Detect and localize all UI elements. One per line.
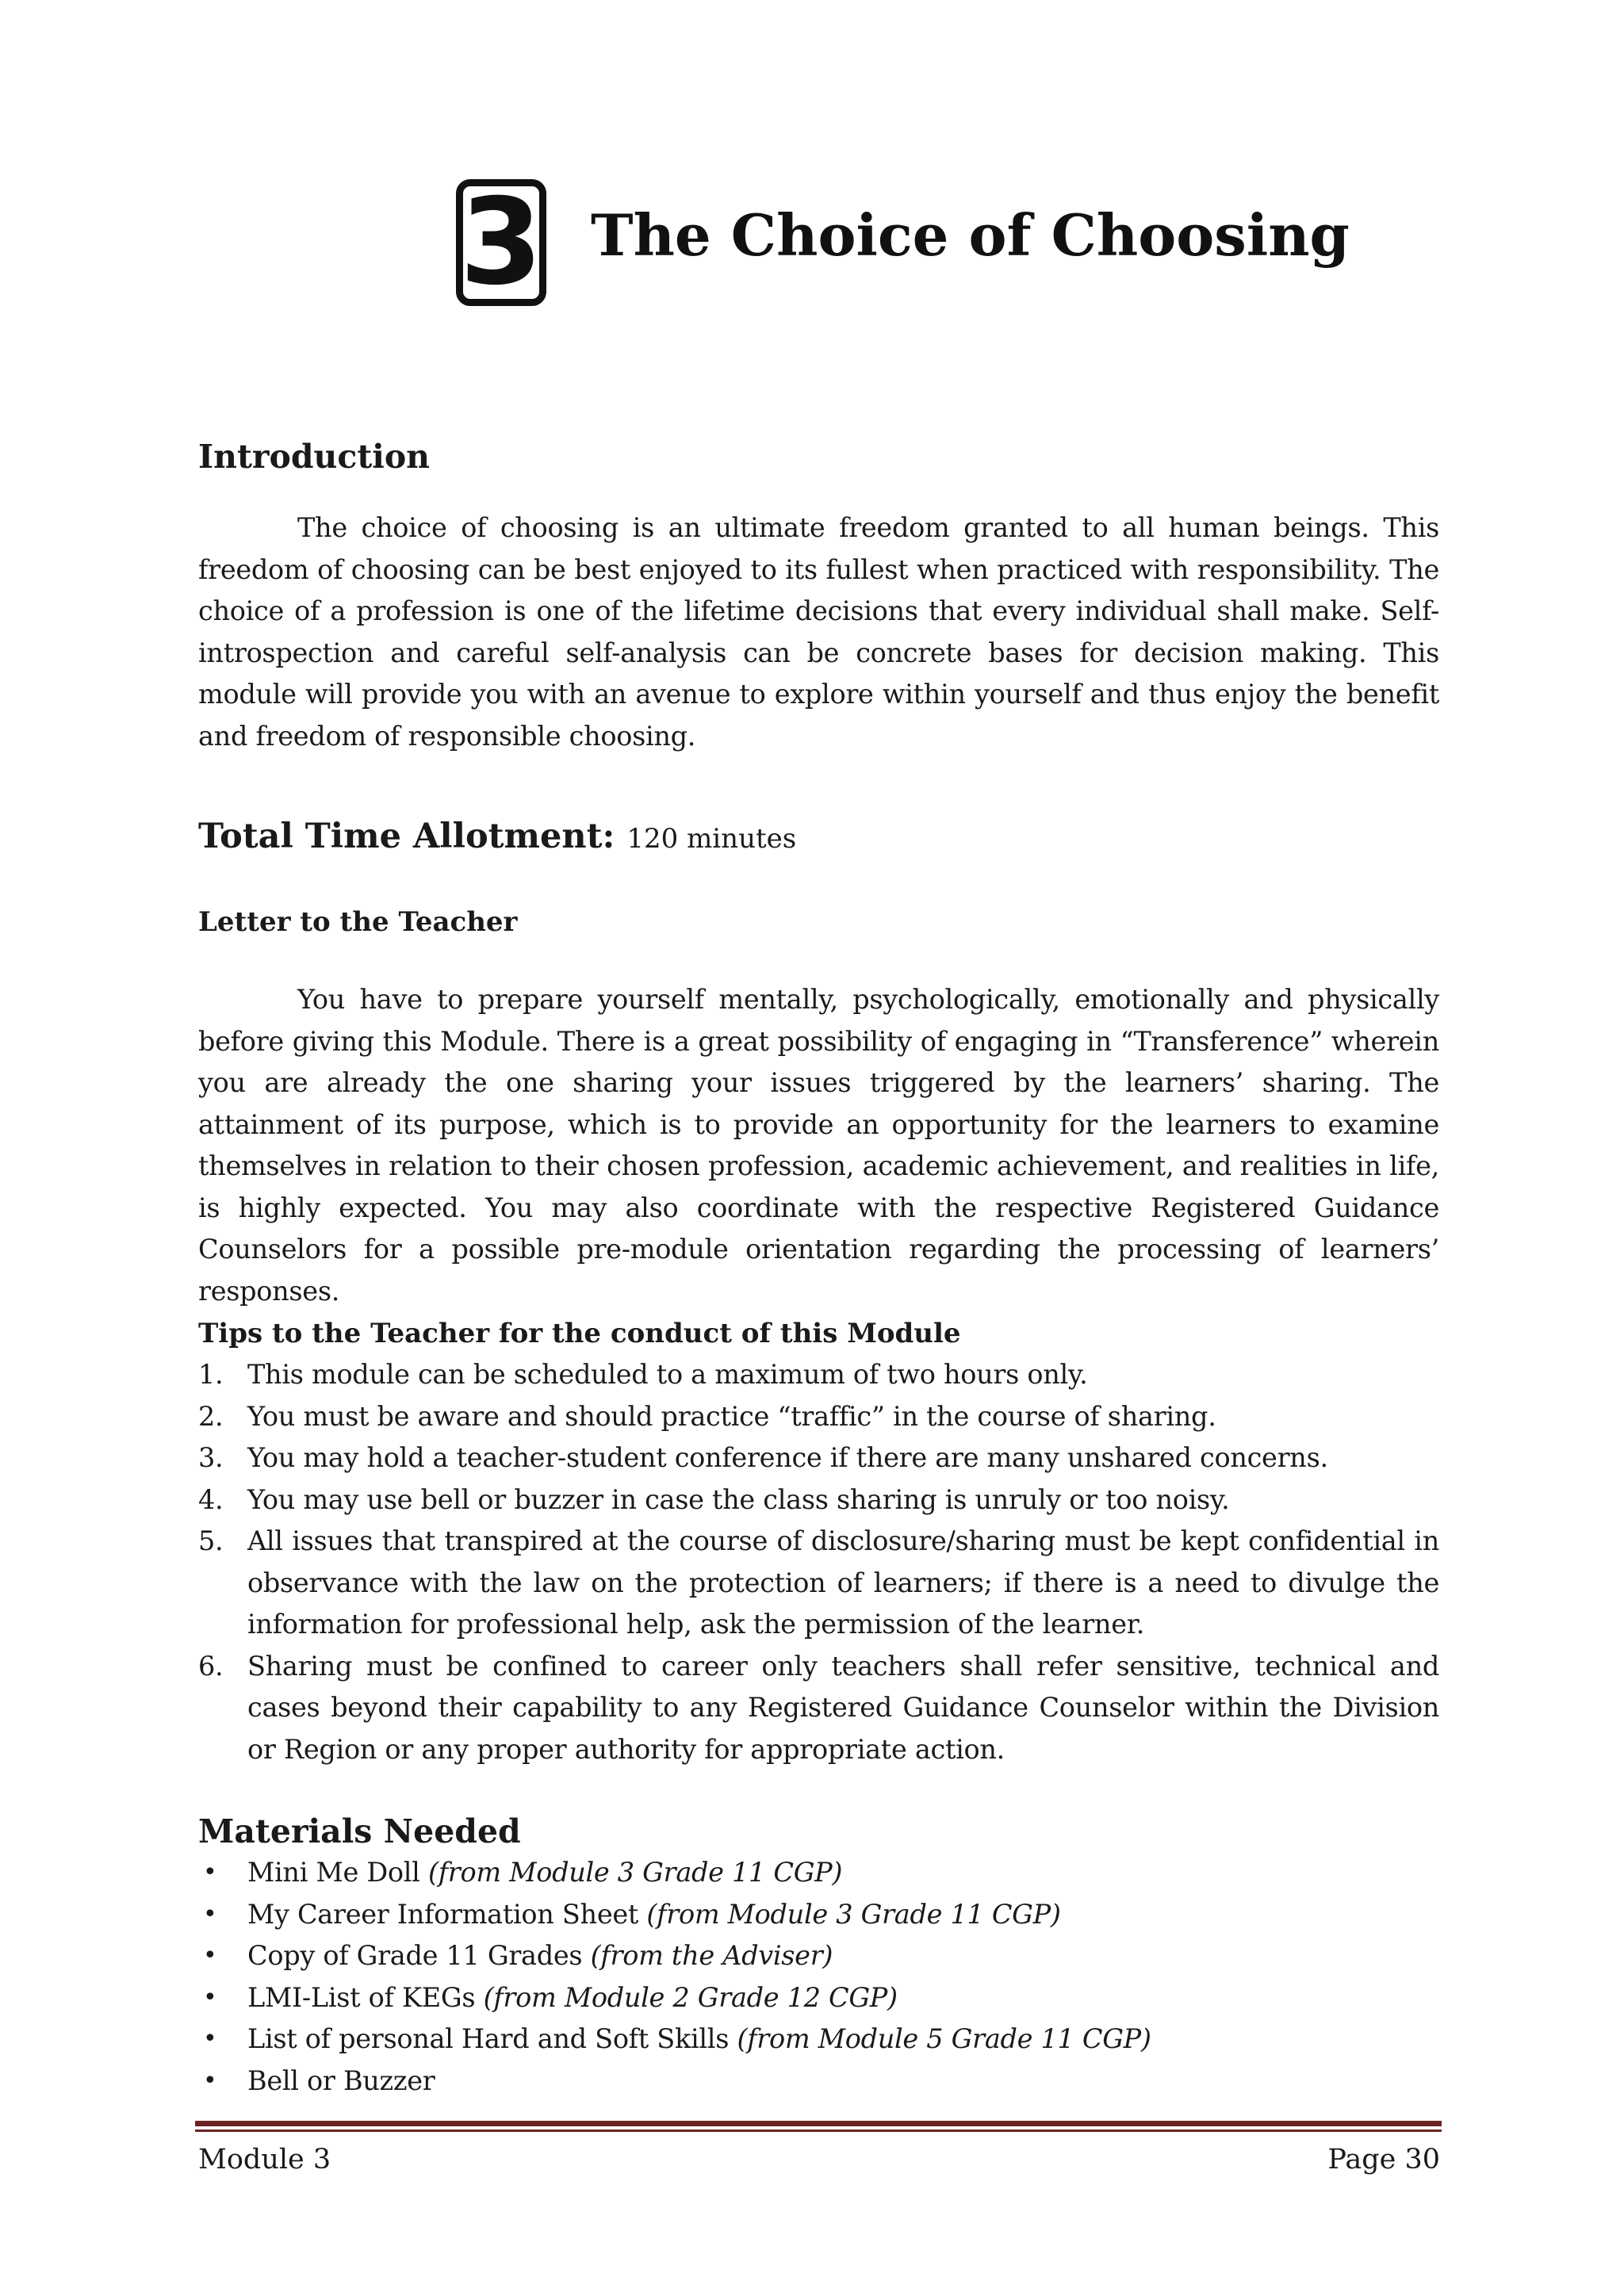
list-item — [198, 1852, 1439, 1894]
footer-module-label: Module 3 — [198, 2144, 331, 2175]
letter-section — [198, 901, 1439, 1312]
bullet-icon: • — [203, 1942, 217, 1969]
list-number: 4. — [198, 1483, 224, 1515]
tips-list — [198, 1354, 1439, 1770]
list-number: 6. — [198, 1650, 224, 1682]
list-item-text: You may use bell or buzzer in case the class sharing is unruly or too noisy. — [247, 1483, 1230, 1515]
list-item — [198, 2061, 1439, 2103]
materials-heading: Materials Needed — [198, 1812, 521, 1850]
list-item — [198, 1894, 1439, 1936]
module-number-badge: 3 — [456, 179, 546, 306]
list-item — [198, 1437, 1439, 1479]
list-item-text: All issues that transpired at the course of disclosure/sharing must be kept confidential in observance with the law on the protection of learners; if there is a need to divulge the information for professional help, ask the permission of the learner. — [247, 1525, 1439, 1640]
introduction-section — [198, 434, 1439, 757]
list-item-text: Sharing must be confined to career only teachers shall refer sensitive, technical and cases beyond their capability to any Registered Guidance Counselor within the Division or Region or any proper authority for appropriate action. — [247, 1650, 1439, 1765]
list-item-text: You may hold a teacher-student conference if there are many unshared concerns. — [247, 1442, 1328, 1473]
time-allotment — [198, 814, 1439, 861]
list-item — [198, 1396, 1439, 1438]
materials-section — [198, 1811, 1439, 2102]
introduction-heading: Introduction — [198, 438, 430, 476]
footer-rule-thin — [195, 2130, 1442, 2132]
bullet-icon: • — [203, 2066, 217, 2095]
material-name: Mini Me Doll — [247, 1857, 428, 1888]
list-number: 5. — [198, 1525, 224, 1556]
list-number: 3. — [198, 1442, 224, 1473]
letter-body: You have to prepare yourself mentally, psychologically, emotionally and physically before giving this Module. There is a great possibility of engaging in “Transference” wherein you are already the one sharing your issues triggered by the learners’ sharing. The attainment of its purpose, which is to provide an opportunity for the learners to examine themselves in relation to their chosen profession, academic achievement, and realities in life, is highly expected. You may also coordinate with the respective Registered Guidance Counselors for a possible pre-module orientation regarding the processing of learners’ responses. — [198, 984, 1439, 1307]
bullet-icon: • — [203, 1983, 217, 2011]
module-header — [0, 176, 1624, 319]
list-number: 1. — [198, 1359, 224, 1390]
bullet-icon: • — [203, 2025, 217, 2053]
list-item — [198, 1521, 1439, 1646]
bullet-icon: • — [203, 1900, 217, 1928]
material-name: Bell or Buzzer — [247, 2064, 435, 2096]
material-source: (from Module 5 Grade 11 CGP) — [737, 2023, 1151, 2054]
list-item-text: You must be aware and should practice “traffic” in the course of sharing. — [247, 1400, 1216, 1432]
material-source: (from Module 2 Grade 12 CGP) — [483, 1981, 898, 2013]
bullet-icon: • — [203, 1858, 217, 1886]
footer-rule-thick — [195, 2121, 1442, 2126]
list-item — [198, 1935, 1439, 1977]
material-source: (from Module 3 Grade 11 CGP) — [646, 1898, 1061, 1930]
list-item-text: This module can be scheduled to a maximum of two hours only. — [247, 1359, 1088, 1390]
material-name: My Career Information Sheet — [247, 1898, 647, 1930]
letter-heading: Letter to the Teacher — [198, 906, 518, 938]
list-item — [198, 2019, 1439, 2061]
page-title: The Choice of Choosing — [591, 201, 1350, 269]
material-source: (from Module 3 Grade 11 CGP) — [427, 1857, 843, 1888]
material-source: (from the Adviser) — [590, 1940, 833, 1971]
material-name: LMI-List of KEGs — [247, 1981, 484, 2013]
tips-heading: Tips to the Teacher for the conduct of this Module — [198, 1318, 961, 1349]
footer-page-number: Page 30 — [1327, 2144, 1440, 2175]
material-name: Copy of Grade 11 Grades — [247, 1940, 591, 1971]
introduction-body: The choice of choosing is an ultimate freedom granted to all human beings. This freedom of choosing can be best enjoyed to its fullest when practiced with responsibility. The choice of a profession is one of the lifetime decisions that every individual shall make. Self-introspection and careful self-analysis can be concrete bases for decision making. This module will provide you with an avenue to explore within yourself and thus enjoy the benefit and freedom of responsible choosing. — [198, 512, 1439, 752]
materials-list — [198, 1852, 1439, 2102]
list-item — [198, 1354, 1439, 1396]
tips-section — [198, 1313, 1439, 1770]
material-name: List of personal Hard and Soft Skills — [247, 2023, 737, 2054]
list-item — [198, 1479, 1439, 1521]
list-number: 2. — [198, 1400, 224, 1432]
time-allotment-label: Total Time Allotment: — [198, 817, 615, 856]
list-item — [198, 1646, 1439, 1771]
time-allotment-value: 120 minutes — [626, 823, 797, 855]
list-item — [198, 1977, 1439, 2019]
